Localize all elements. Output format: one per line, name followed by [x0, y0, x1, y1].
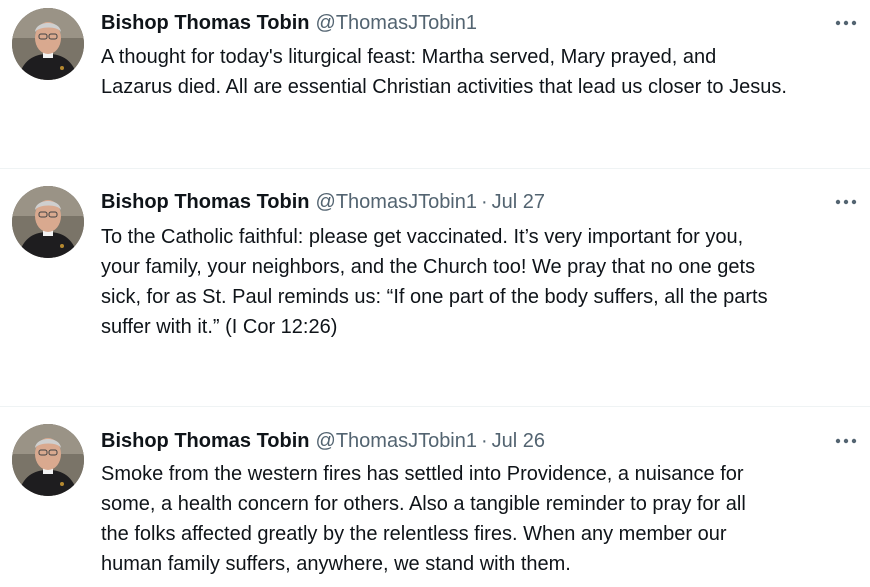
more-horizontal-icon [835, 20, 857, 26]
profile-photo [12, 424, 84, 496]
tweet-date[interactable]: Jul 27 [491, 191, 546, 213]
avatar[interactable] [12, 186, 84, 258]
tweet-text: To the Catholic faithful: please get vaccinated. It’s very important for you, your family, your neighbors, and the Church too! We pray that no one gets sick, for as St. Paul reminds us: “If one part of the body suffers, all the parts suffer with it.” (I Cor 12:26) [101, 226, 768, 338]
author-name[interactable]: Bishop Thomas Tobin [101, 430, 310, 452]
avatar[interactable] [12, 8, 84, 80]
author-handle[interactable]: @ThomasJTobin1 [315, 12, 477, 34]
tweet-header [101, 426, 545, 456]
author-handle[interactable]: @ThomasJTobin1 [315, 191, 477, 213]
profile-photo [12, 186, 84, 258]
author-handle[interactable]: @ThomasJTobin1 [315, 430, 477, 452]
more-options-button[interactable] [834, 11, 858, 35]
more-options-button[interactable] [834, 190, 858, 214]
more-options-button[interactable] [834, 429, 858, 453]
tweet-1[interactable] [0, 0, 870, 168]
tweet-header [101, 8, 477, 38]
separator-dot: · [481, 191, 488, 213]
author-name[interactable]: Bishop Thomas Tobin [101, 12, 310, 34]
more-horizontal-icon [835, 438, 857, 444]
more-horizontal-icon [835, 199, 857, 205]
author-name[interactable]: Bishop Thomas Tobin [101, 191, 310, 213]
tweet-3[interactable] [0, 407, 870, 587]
tweet-header [101, 187, 545, 217]
avatar[interactable] [12, 424, 84, 496]
profile-photo [12, 8, 84, 80]
tweet-text: A thought for today's liturgical feast: Martha served, Mary prayed, and Lazarus died. All are essential Christian activities that lead us closer to Jesus. [101, 46, 787, 98]
tweet-2[interactable] [0, 169, 870, 406]
separator-dot: · [481, 430, 488, 452]
tweet-date[interactable]: Jul 26 [491, 430, 546, 452]
tweet-text: Smoke from the western fires has settled into Providence, a nuisance for some, a health concern for others. Also a tangible reminder to pray for all the folks affected greatly by the relentless fires. When any member our human family suffers, anywhere, we stand with them. [101, 463, 746, 575]
